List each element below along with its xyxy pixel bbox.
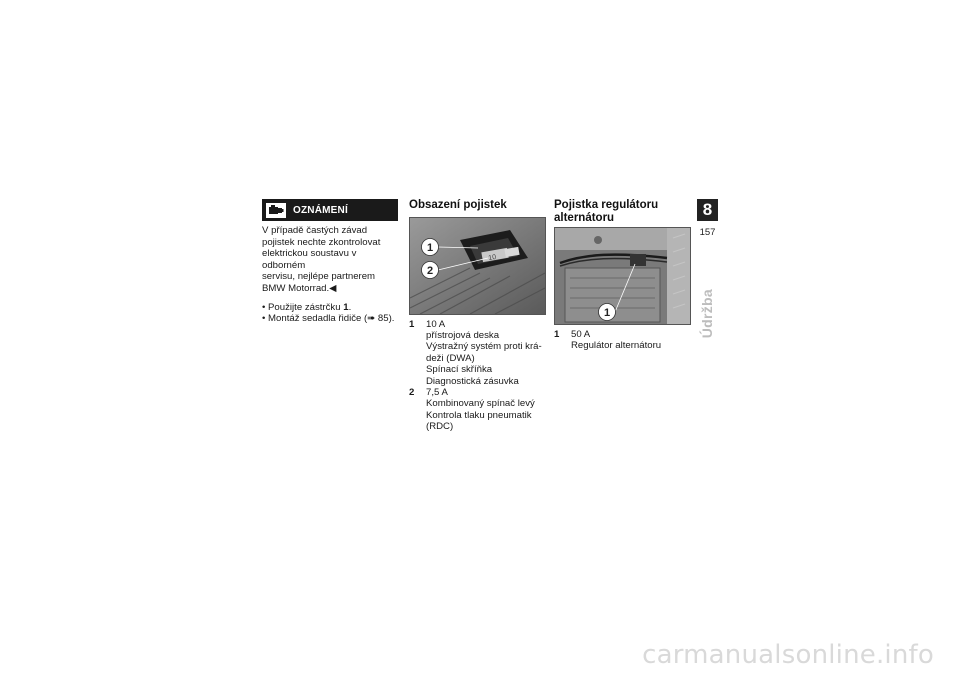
fuse-item-line: Diagnostická zásuvka <box>426 375 519 387</box>
fuse-item-lines <box>426 387 535 433</box>
fuse-item-line: (RDC) <box>426 421 454 433</box>
section-title <box>554 199 691 224</box>
fuse-item-line: 50 A <box>571 329 591 340</box>
fuse-item-lines <box>426 319 542 387</box>
notice-icon <box>266 203 286 218</box>
instruction-item <box>262 302 398 314</box>
notice-text: V případě častých závad pojistek nechte zkontrolovat elektrickou soustavu v odborném servisu, nejlépe partnerem BMW Motorrad.◀ <box>262 225 381 294</box>
fuse-item-2 <box>409 387 545 433</box>
fuse-list <box>409 319 545 433</box>
fuse-value-label: 10 <box>487 253 497 262</box>
instruction-text: Použijte zástrčku <box>268 301 344 313</box>
fuse-item-line: přístrojová deska <box>426 329 500 341</box>
section-title-line: Pojistka regulátoru <box>554 199 659 211</box>
notice-title: OZNÁMENÍ <box>293 204 348 216</box>
instruction-text: Montáž sedadla řidiče (➠ 85). <box>268 313 395 325</box>
page-number: 157 <box>699 227 716 238</box>
callout-2-label: 2 <box>426 264 434 277</box>
chapter-tab <box>697 199 718 339</box>
fuse-assignment-column <box>409 199 545 433</box>
notice-header <box>262 199 398 221</box>
fuse-item-number: 2 <box>409 386 415 398</box>
chapter-number: 8 <box>697 199 718 221</box>
instruction-end: . <box>348 301 352 313</box>
fuse-item-line: deži (DWA) <box>426 352 475 364</box>
callout-1-label: 1 <box>426 241 434 254</box>
watermark: carmanualsonline.info <box>642 640 934 670</box>
fuse-item-line: Kombinovaný spínač levý <box>426 398 535 410</box>
fuse-item-line: Kontrola tlaku pneumatik <box>426 409 532 421</box>
fuse-item-1 <box>554 329 691 352</box>
fuse-item-line: Spínací skříňka <box>426 364 493 376</box>
fuse-item-line: Výstražný systém proti krá- <box>426 341 542 353</box>
fuse-item-number: 1 <box>409 318 415 330</box>
instruction-list <box>262 302 398 325</box>
fuse-item-1 <box>409 319 545 387</box>
callout-1-label: 1 <box>603 307 611 319</box>
regulator-fuse-column <box>554 199 691 352</box>
fuse-item-lines <box>571 329 661 352</box>
fuse-item-line: Regulátor alternátoru <box>571 340 662 352</box>
chapter-label: Údržba <box>699 289 715 339</box>
instruction-item <box>262 313 398 325</box>
fuse-item-line: 7,5 A <box>426 386 448 398</box>
section-title: Obsazení pojistek <box>409 199 507 211</box>
fuse-item-number: 1 <box>554 329 560 340</box>
fuse-item-line: 10 A <box>426 318 446 330</box>
regulator-photo <box>554 227 691 325</box>
instruction-ref: 1 <box>343 301 349 313</box>
fuse-box-photo <box>409 217 546 315</box>
section-title-line: alternátoru <box>554 211 615 224</box>
regulator-fuse-list <box>554 329 691 352</box>
notice-column <box>262 199 398 325</box>
